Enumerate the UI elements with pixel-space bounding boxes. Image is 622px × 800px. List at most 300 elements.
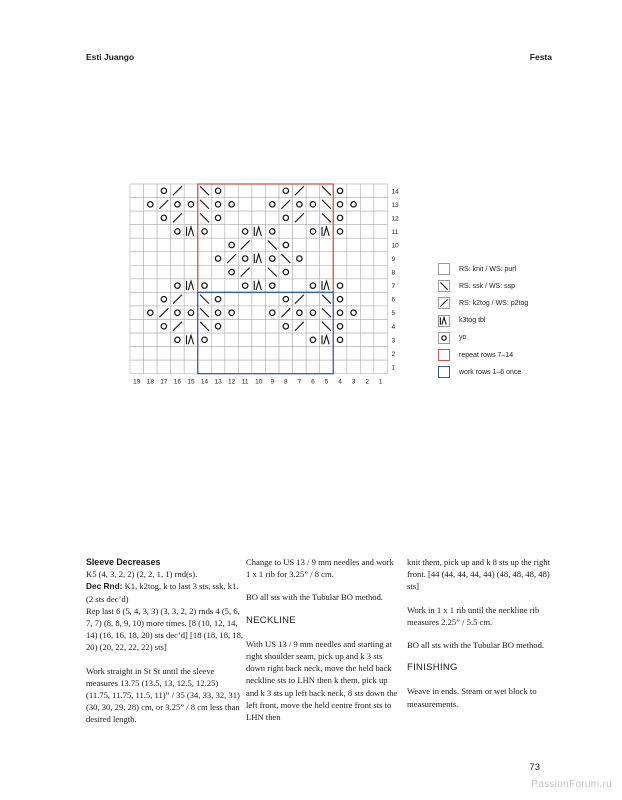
row-number: 13 [391,201,399,209]
chart-cell [306,211,320,225]
chart-cell [279,225,293,239]
chart-cell [130,198,144,212]
chart-cell [374,225,388,239]
paragraph: knit them, pick up and k 8 sts up the right front. [44 (44, 44, 44, 44) (48, 48, 48, 48) sts] [407,557,550,592]
chart-cell [225,184,239,198]
column-number: 12 [228,378,236,386]
paragraph: Work straight in St St until the sleeve measures 13.75 (13.5, 13, 12.5, 12.25) (11.75, 11.75, 11.5, 11)” / 35 (34, 33, 32, 31) (30, 30, 29, 28) cm, or 3.25” / 8 cm less than desired length. [86,665,240,725]
chart-cell [360,292,374,306]
chart-cell [130,211,144,225]
chart-cell [225,306,239,320]
chart-cell [252,347,266,361]
chart-cell [211,320,225,334]
legend-swatch [438,280,450,292]
chart-cell [184,265,198,279]
chart-cell [266,252,280,266]
chart-cell [171,225,185,239]
legend-label: RS: knit / WS: purl [459,265,517,273]
column-number: 11 [241,378,249,386]
legend-yo [438,331,466,345]
chart-cell [225,279,239,293]
chart-cell [238,184,252,198]
chart-cell [360,306,374,320]
chart-cell [293,360,307,374]
chart-cell [184,306,198,320]
chart-cell [157,211,171,225]
chart-cell [184,238,198,252]
chart-cell [252,320,266,334]
chart-cell [347,306,361,320]
dec-rnd-label: Dec Rnd: [86,581,123,592]
chart-cell [333,238,347,252]
chart-cell [184,184,198,198]
chart-cell [279,211,293,225]
chart-cell [157,333,171,347]
chart-cell [252,184,266,198]
k2tog-symbol [440,300,447,307]
pattern-title: Festa [529,52,552,62]
chart-cell [198,238,212,252]
legend-label: work rows 1–6 once [459,368,522,376]
chart-cell [306,360,320,374]
chart-cell [198,333,212,347]
column-number: 5 [324,378,329,386]
chart-cell [279,238,293,252]
chart-cell [184,360,198,374]
chart-cell [144,347,158,361]
column-number: 10 [255,378,263,386]
chart-cell [211,292,225,306]
chart-cell [374,252,388,266]
chart-cell [347,292,361,306]
chart-cell [360,333,374,347]
chart-cell [333,292,347,306]
chart-cell [266,292,280,306]
legend-knit [438,262,516,276]
chart-cell [225,292,239,306]
chart-cell [374,360,388,374]
chart-cell [252,333,266,347]
chart-cell [347,279,361,293]
chart-cell [333,225,347,239]
row-number: 5 [391,310,396,318]
paragraph: Rep last 6 (5, 4, 3, 3) (3, 3, 2, 2) rnds 4 (5, 6, 7, 7) (8, 8, 9, 10) more times. [8 (10, 12, 14, 14) (16, 16, 18, 20) sts dec’d] [18 (18, 18, 18, 20) (20, 22, 22, 22) sts] [86,605,244,653]
chart-cell [211,198,225,212]
chart-cell [211,211,225,225]
column-number: 3 [351,378,356,386]
column-number: 7 [297,378,302,386]
chart-cell [225,198,239,212]
chart-cell [279,265,293,279]
chart-cell [306,265,320,279]
page-number: 73 [529,762,540,773]
chart-cell [266,184,280,198]
chart-cell [130,184,144,198]
column-number: 2 [365,378,369,386]
legend-swatch [438,315,450,327]
section-heading-sleeve-decreases: Sleeve Decreases [86,557,161,567]
chart-cell [130,347,144,361]
chart-cell [184,320,198,334]
chart-cell [144,238,158,252]
legend-label: RS: k2tog / WS: p2tog [459,299,529,307]
row-number: 12 [391,215,399,223]
chart-cell [211,252,225,266]
chart-cell [266,333,280,347]
chart-cell [144,265,158,279]
dec-rnd-text: K1, k2tog, k to last 3 sts, ssk, k1. (2 sts dec’d) [86,581,239,604]
chart-cell [347,198,361,212]
column-number: 14 [200,378,209,386]
legend-k3tog-tbl [438,314,485,328]
column-number: 15 [187,378,195,386]
column-number: 9 [270,378,275,386]
chart-cell [238,198,252,212]
chart-cell [130,279,144,293]
chart-cell [225,238,239,252]
chart-cell [130,360,144,374]
chart-cell [266,198,280,212]
chart-cell [130,292,144,306]
chart-cell [306,347,320,361]
chart-cell [198,225,212,239]
chart-cell [130,333,144,347]
chart-cell [374,211,388,225]
chart-cell [293,198,307,212]
chart-cell [374,306,388,320]
chart-cell [320,238,334,252]
chart-cell [171,347,185,361]
column-number: 18 [146,378,154,386]
chart-cell [184,347,198,361]
chart-cell [144,225,158,239]
chart-cell [184,211,198,225]
legend-swatch [438,349,450,361]
chart-cell [293,333,307,347]
chart-cell [360,347,374,361]
chart-cell [184,252,198,266]
row-number: 3 [391,337,396,345]
paragraph: Work in 1 x 1 rib until the neckline rib measures 2.25” / 5.5 cm. [407,604,540,627]
chart-cell [306,252,320,266]
column-number: 13 [214,378,222,386]
legend-symbol [439,281,451,293]
chart-cell [360,320,374,334]
chart-cell [333,360,347,374]
chart-cell [374,279,388,293]
watermark: PassionForum.ru [531,779,612,790]
chart-cell [211,306,225,320]
chart-cell [266,347,280,361]
chart-cell [279,279,293,293]
chart-cell [157,320,171,334]
chart-cell [266,306,280,320]
chart-cell [347,320,361,334]
chart-cell [144,184,158,198]
chart-cell [320,360,334,374]
chart-cell [171,265,185,279]
chart-cell [279,320,293,334]
chart-cell [360,238,374,252]
chart-cell [279,184,293,198]
chart-cell [293,265,307,279]
chart-cell [347,211,361,225]
yo-symbol [442,336,446,340]
chart-cell [347,347,361,361]
chart-cell [198,265,212,279]
chart-cell [333,211,347,225]
chart-cell [130,320,144,334]
chart-cell [347,360,361,374]
chart-cell [184,292,198,306]
chart-cell [293,225,307,239]
chart-cell [144,320,158,334]
chart-cell [333,347,347,361]
section-heading-neckline: NECKLINE [246,614,296,626]
chart-cell [266,211,280,225]
chart-cell [374,198,388,212]
legend-label: yo [459,334,467,342]
chart-cell [211,184,225,198]
chart-cell [144,333,158,347]
legend-label: k3tog tbl [459,317,486,325]
column-finishing [407,556,559,721]
chart-cell [171,238,185,252]
chart-cell [320,252,334,266]
chart-cell [347,265,361,279]
row-number: 8 [391,269,396,277]
chart-cell [211,238,225,252]
column-number: 16 [173,378,182,386]
row-number: 1 [391,364,396,372]
chart-cell [198,347,212,361]
chart-cell [252,265,266,279]
paragraph: With US 13 / 9 mm needles and starting at right shoulder seam, pick up and k 3 sts down right back neck, move the held back neckline sts to LHN then k them, pick up and k 3 sts up left back neck, 8 sts down the left front, move the held centre front sts to LHN then [246,638,398,723]
chart-cell [238,347,252,361]
chart-cell [211,265,225,279]
chart-cell [211,225,225,239]
chart-cell [184,198,198,212]
legend-swatch [438,366,450,378]
chart-cell [374,333,388,347]
chart-cell [266,279,280,293]
paragraph: BO all sts with the Tubular BO method. [246,592,384,603]
chart-cell [279,333,293,347]
legend-label: RS: ssk / WS: ssp [459,282,516,290]
column-sleeve-decreases [86,556,244,737]
chart-cell [360,225,374,239]
chart-cell [238,360,252,374]
row-number: 6 [391,296,396,304]
row-number: 2 [391,350,396,358]
chart-cell [293,279,307,293]
chart-cell [374,238,388,252]
chart-cell [157,252,171,266]
chart-cell [333,333,347,347]
chart-cell [360,252,374,266]
chart-cell [279,347,293,361]
chart-cell [225,320,239,334]
chart-cell [157,225,171,239]
chart-cell [266,320,280,334]
chart-cell [347,333,361,347]
chart-cell [360,211,374,225]
chart-cell [306,184,320,198]
chart-cell [144,306,158,320]
chart-cell [333,198,347,212]
chart-cell [360,265,374,279]
chart-cell [347,252,361,266]
chart-cell [144,360,158,374]
chart-cell [171,279,185,293]
row-number: 11 [391,228,399,236]
chart-cell [171,333,185,347]
chart-cell [252,360,266,374]
chart-cell [374,347,388,361]
column-number: 4 [338,378,342,386]
chart-cell [144,198,158,212]
chart-cell [333,184,347,198]
chart-cell [374,320,388,334]
legend-repeat [438,348,513,362]
legend-symbol [439,316,451,328]
row-number: 10 [391,242,399,250]
chart-cell [374,184,388,198]
chart-cell [225,333,239,347]
chart-cell [238,225,252,239]
chart-cell [130,252,144,266]
chart-cell [225,225,239,239]
chart-cell [374,292,388,306]
chart-cell [306,225,320,239]
paragraph: K5 (4, 3, 2, 2) (2, 2, 1, 1) rnd(s). [86,569,198,580]
chart-cell [252,292,266,306]
legend-symbol [439,298,451,310]
chart-cell [171,360,185,374]
chart-cell [198,360,212,374]
row-number: 14 [391,188,399,196]
chart-cell [279,360,293,374]
column-number: 8 [284,378,288,386]
column-number: 1 [378,378,383,386]
paragraph: BO all sts with the Tubular BO method. [407,640,545,651]
chart-cell [157,347,171,361]
chart-cell [347,225,361,239]
chart-cell [157,265,171,279]
chart-cell [333,320,347,334]
chart-cell [360,184,374,198]
chart-cell [252,198,266,212]
column-number: 6 [311,378,315,386]
chart-cell [144,252,158,266]
chart-cell [333,265,347,279]
chart-cell [130,265,144,279]
dec-rnd-paragraph [86,580,244,604]
chart-cell [252,306,266,320]
chart-cell [225,347,239,361]
chart-cell [333,306,347,320]
chart-cell [238,333,252,347]
chart-cell [306,238,320,252]
legend-swatch [438,263,450,275]
column-number: 19 [133,378,141,386]
chart-cell [144,279,158,293]
chart-cell [144,211,158,225]
paragraph: Change to US 13 / 9 mm needles and work 1 x 1 rib for 3.25” / 8 cm. [246,557,394,580]
chart-cell [347,184,361,198]
chart-cell [130,238,144,252]
chart-cell [320,347,334,361]
chart-cell [157,360,171,374]
chart-cell [211,360,225,374]
chart-cell [293,252,307,266]
chart-cell [360,198,374,212]
chart-cell [293,306,307,320]
chart-cell [157,184,171,198]
chart-cell [238,211,252,225]
chart-cell [130,306,144,320]
chart-cell [347,238,361,252]
legend-ssk [438,279,515,293]
chart-cell [306,306,320,320]
chart-cell [306,279,320,293]
chart-cell [306,198,320,212]
legend-symbol [439,333,451,345]
chart-cell [320,265,334,279]
chart-cell [266,360,280,374]
chart-cell [293,347,307,361]
k3tog-tbl-symbol [440,317,446,324]
chart-cell [211,333,225,347]
paragraph: Weave in ends. Steam or wet block to measurements. [407,686,537,709]
chart-cell [211,347,225,361]
chart-cell [360,279,374,293]
chart-cell [333,252,347,266]
chart-cell [306,320,320,334]
ssk-symbol [440,283,447,290]
chart-cell [157,292,171,306]
chart-cell [238,320,252,334]
chart-cell [157,238,171,252]
row-number: 7 [391,283,396,291]
chart-cell [225,211,239,225]
chart-cell [157,279,171,293]
chart-cell [171,252,185,266]
chart-cell [171,198,185,212]
designer-name: Esti Juango [86,52,135,62]
legend-k2tog [438,296,528,310]
chart-cell [279,292,293,306]
chart-cell [238,292,252,306]
chart-cell [144,292,158,306]
chart-cell [211,279,225,293]
chart-cell [360,360,374,374]
chart-cell [238,306,252,320]
chart-cell [171,306,185,320]
chart-cell [238,279,252,293]
section-heading-finishing: FINISHING [407,662,458,674]
chart-cell [252,211,266,225]
column-number: 17 [160,378,168,386]
chart-cell [266,225,280,239]
chart-cell [198,279,212,293]
legend-swatch [438,297,450,309]
legend-label: repeat rows 7–14 [459,351,514,359]
chart-cell [198,252,212,266]
column-neckline [246,556,398,734]
chart-cell [238,252,252,266]
chart-cell [225,360,239,374]
